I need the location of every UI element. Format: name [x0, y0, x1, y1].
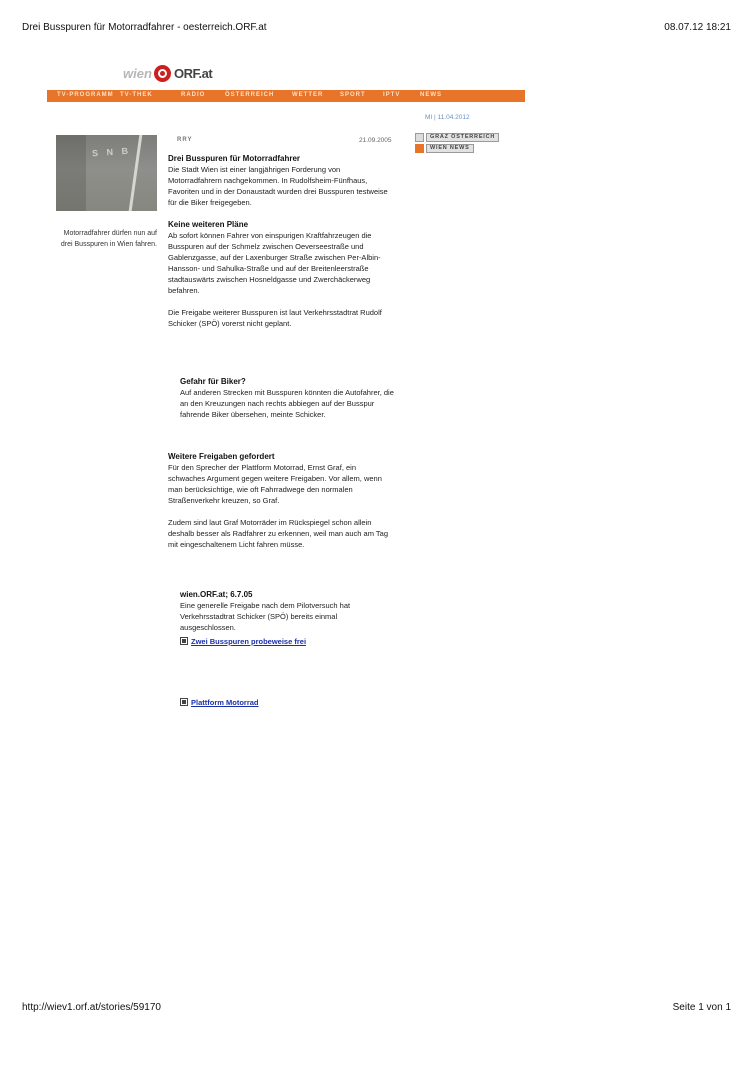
article-body-continued	[168, 451, 393, 550]
photo-shadow	[56, 135, 86, 211]
article-lead: Die Stadt Wien ist einer langjährigen Forderung von Motorradfahrern nachgekommen. In Rudolfsheim-Fünfhaus, Favoriten und in der Donaustadt wurden drei Busspuren testweise für die Biker freigegeben.	[168, 165, 388, 207]
nav-item-tv-programm[interactable]: TV-PROGRAMM	[57, 92, 114, 98]
link-arrow-icon	[180, 698, 188, 706]
section-heading-weitere-freigaben: Weitere Freigaben gefordert	[168, 452, 275, 461]
orf-eye-icon	[154, 65, 171, 82]
nav-item-sport[interactable]: SPORT	[340, 92, 366, 98]
related-link-plattform-motorrad[interactable]	[180, 697, 259, 708]
related-link-text[interactable]: Plattform Motorrad	[191, 698, 259, 707]
infobox-heading: Gefahr für Biker?	[180, 377, 246, 386]
logo-brand-text: ORF.at	[174, 66, 213, 81]
related-link-zwei-busspuren[interactable]	[180, 636, 306, 647]
article-photo	[56, 135, 157, 211]
main-navigation-bar	[47, 90, 525, 102]
article-body	[168, 153, 393, 329]
section2-paragraph-1: Für den Sprecher der Plattform Motorrad, Ernst Graf, ein schwaches Argument gegen weitere Freigaben. Vor allem, wenn man berücksichtige, wie oft Fahrradwege den normalen Straßenverkehr kreuzen, so Graf.	[168, 463, 382, 505]
article-date: 21.09.2005	[359, 137, 392, 144]
sidelink-graz-oesterreich[interactable]	[415, 133, 495, 142]
infobox-text: Auf anderen Strecken mit Busspuren könnten die Autofahrer, die an den Kreuzungen nach rechts abbiegen auf der Busspur fahrende Biker übersehen, meinte Schicker.	[180, 388, 394, 419]
photo-caption: Motorradfahrer dürfen nun auf drei Busspuren in Wien fahren.	[60, 230, 157, 248]
sidelink-label: WIEN NEWS	[426, 144, 474, 153]
article-headline: Drei Busspuren für Motorradfahrer	[168, 154, 301, 163]
sidelink-wien-news[interactable]	[415, 144, 495, 153]
nav-item-wetter[interactable]: WETTER	[292, 92, 324, 98]
section-heading-keine-weiteren-plaene: Keine weiteren Pläne	[168, 220, 249, 229]
sidelink-label: GRAZ ÖSTERREICH	[426, 133, 499, 142]
current-date: MI | 11.04.2012	[425, 114, 470, 121]
infobox-text: Eine generelle Freigabe nach dem Pilotversuch hat Verkehrsstadtrat Schicker (SPÖ) bereits einmal ausgeschlossen.	[180, 601, 351, 632]
related-link-text[interactable]: Zwei Busspuren probeweise frei	[191, 637, 307, 646]
regional-links	[415, 133, 495, 155]
logo-region-text: wien	[123, 66, 152, 81]
photo-road-marking: S N B	[91, 145, 132, 159]
print-url: http://wiev1.orf.at/stories/59170	[22, 1002, 161, 1013]
nav-item-news[interactable]: NEWS	[420, 92, 442, 98]
print-page-title: Drei Busspuren für Motorradfahrer - oesterreich.ORF.at	[22, 22, 267, 33]
article-kicker: RRY	[177, 137, 193, 143]
infobox-gefahr-fuer-biker	[180, 376, 395, 420]
section1-paragraph-1: Ab sofort können Fahrer von einspurigen Kraftfahrzeugen die Busspuren auf der Schmelz zwischen Oeverseestraße und Gablenzgasse, auf der Laxenburger Straße zwischen Per-Albin-Hansson- und Sahulka-Straße und auf der Breitenleerstraße stadtauswärts zwischen Hosneldgasse und Zwerchäckerweg befahren.	[168, 231, 381, 295]
infobox-wien-orf-archive	[180, 589, 395, 633]
infobox-heading: wien.ORF.at; 6.7.05	[180, 590, 253, 599]
section1-paragraph-2: Die Freigabe weiterer Busspuren ist laut Verkehrsstadtrat Rudolf Schicker (SPÖ) vorerst nicht geplant.	[168, 308, 382, 328]
print-datetime: 08.07.12 18:21	[664, 22, 731, 33]
link-arrow-icon	[180, 637, 188, 645]
nav-item-oesterreich[interactable]: ÖSTERREICH	[225, 92, 275, 98]
sidelink-marker-icon	[415, 144, 424, 153]
sidelink-marker-icon	[415, 133, 424, 142]
nav-item-radio[interactable]: RADIO	[181, 92, 206, 98]
nav-item-tv-thek[interactable]: TV-THEK	[120, 92, 153, 98]
nav-item-iptv[interactable]: IPTV	[383, 92, 401, 98]
print-page-number: Seite 1 von 1	[672, 1002, 731, 1013]
section2-paragraph-2: Zudem sind laut Graf Motorräder im Rückspiegel schon allein deshalb besser als Radfahrer zu erkennen, weil man auch am Tag mit eingeschaltenem Licht fahren müsse.	[168, 518, 388, 549]
